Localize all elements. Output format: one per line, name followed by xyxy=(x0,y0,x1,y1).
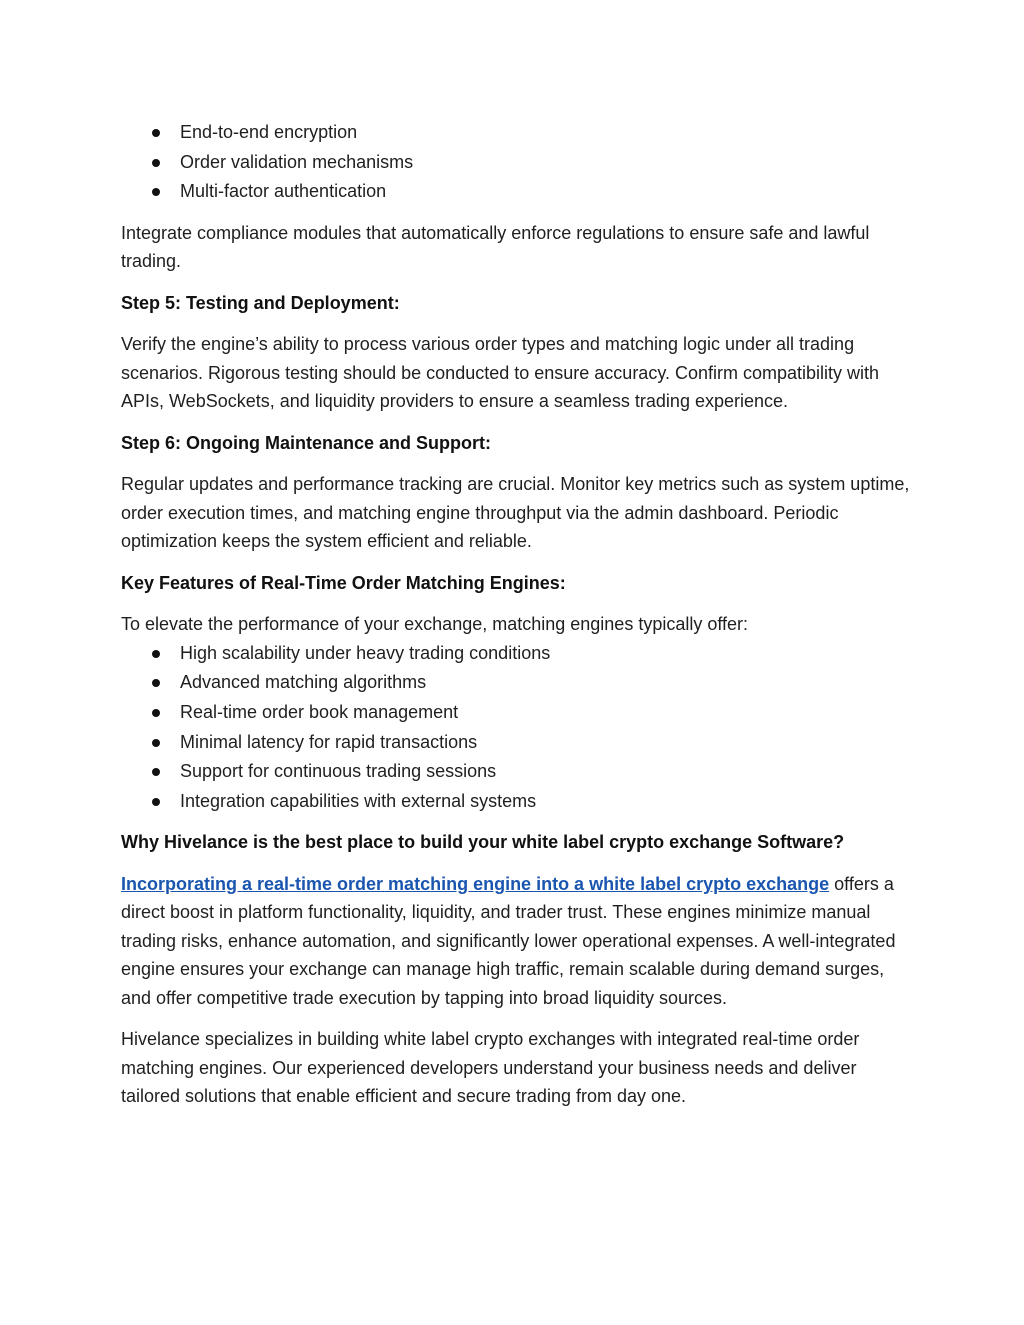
why-hivelance-text: offers a direct boost in platform functionality, liquidity, and trader trust. These engines minimize manual trading risks, enhance automation, and significantly lower operational expenses. A well-integrated engine ensures your exchange can manage high traffic, remain scalable during demand surges, and offer competitive trade execution by tapping into broad liquidity sources. xyxy=(121,873,896,1008)
bullet-icon xyxy=(152,709,160,717)
document-page xyxy=(121,118,911,1111)
compliance-paragraph: Integrate compliance modules that automatically enforce regulations to ensure safe and lawful trading. xyxy=(121,222,870,272)
why-hivelance-paragraph xyxy=(121,870,911,1013)
bullet-icon xyxy=(152,650,160,658)
bullet-icon xyxy=(152,679,160,687)
list-item-text: Integration capabilities with external systems xyxy=(180,790,537,811)
bullet-icon xyxy=(152,159,160,167)
step5-paragraph: Verify the engine’s ability to process various order types and matching logic under all trading scenarios. Rigorous testing should be conducted to ensure accuracy. Confirm compatibility with APIs, WebSockets, and liquidity providers to ensure a seamless trading experience. xyxy=(121,334,880,412)
list-item xyxy=(121,148,911,178)
step5-heading: Step 5: Testing and Deployment: xyxy=(121,292,400,313)
list-item-text: High scalability under heavy trading conditions xyxy=(180,642,551,663)
bullet-icon xyxy=(152,188,160,196)
list-item xyxy=(121,668,911,698)
list-item xyxy=(121,639,911,669)
bullet-icon xyxy=(152,129,160,137)
list-item-text: Minimal latency for rapid transactions xyxy=(180,731,478,752)
list-item-text: Advanced matching algorithms xyxy=(180,672,427,693)
list-item-text: Real-time order book management xyxy=(180,701,459,722)
features-heading: Key Features of Real-Time Order Matching Engines: xyxy=(121,572,566,593)
features-intro: To elevate the performance of your exchange, matching engines typically offer: xyxy=(121,614,749,635)
why-hivelance-heading: Why Hivelance is the best place to build your white label crypto exchange Software? xyxy=(121,832,845,853)
security-feature-list xyxy=(121,118,911,207)
list-item-text: End-to-end encryption xyxy=(180,122,358,142)
list-item xyxy=(121,728,911,758)
list-item xyxy=(121,757,911,787)
list-item-text: Multi-factor authentication xyxy=(180,181,387,202)
bullet-icon xyxy=(152,768,160,776)
bullet-icon xyxy=(152,739,160,747)
features-list xyxy=(121,639,911,817)
white-label-exchange-link[interactable]: Incorporating a real-time order matching engine into a white label crypto exchange xyxy=(121,873,830,894)
closing-paragraph: Hivelance specializes in building white label crypto exchanges with integrated real-time order matching engines. Our experienced developers understand your business needs and deliver tailored solutions that enable efficient and secure trading from day one. xyxy=(121,1029,860,1107)
step6-paragraph: Regular updates and performance tracking are crucial. Monitor key metrics such as system uptime, order execution times, and matching engine throughput via the admin dashboard. Periodic optimization keeps the system efficient and reliable. xyxy=(121,474,910,552)
list-item xyxy=(121,787,911,817)
list-item xyxy=(121,698,911,728)
bullet-icon xyxy=(152,798,160,806)
list-item xyxy=(121,118,911,148)
list-item-text: Support for continuous trading sessions xyxy=(180,761,497,782)
step6-heading: Step 6: Ongoing Maintenance and Support: xyxy=(121,432,492,453)
list-item-text: Order validation mechanisms xyxy=(180,151,414,172)
list-item xyxy=(121,177,911,207)
